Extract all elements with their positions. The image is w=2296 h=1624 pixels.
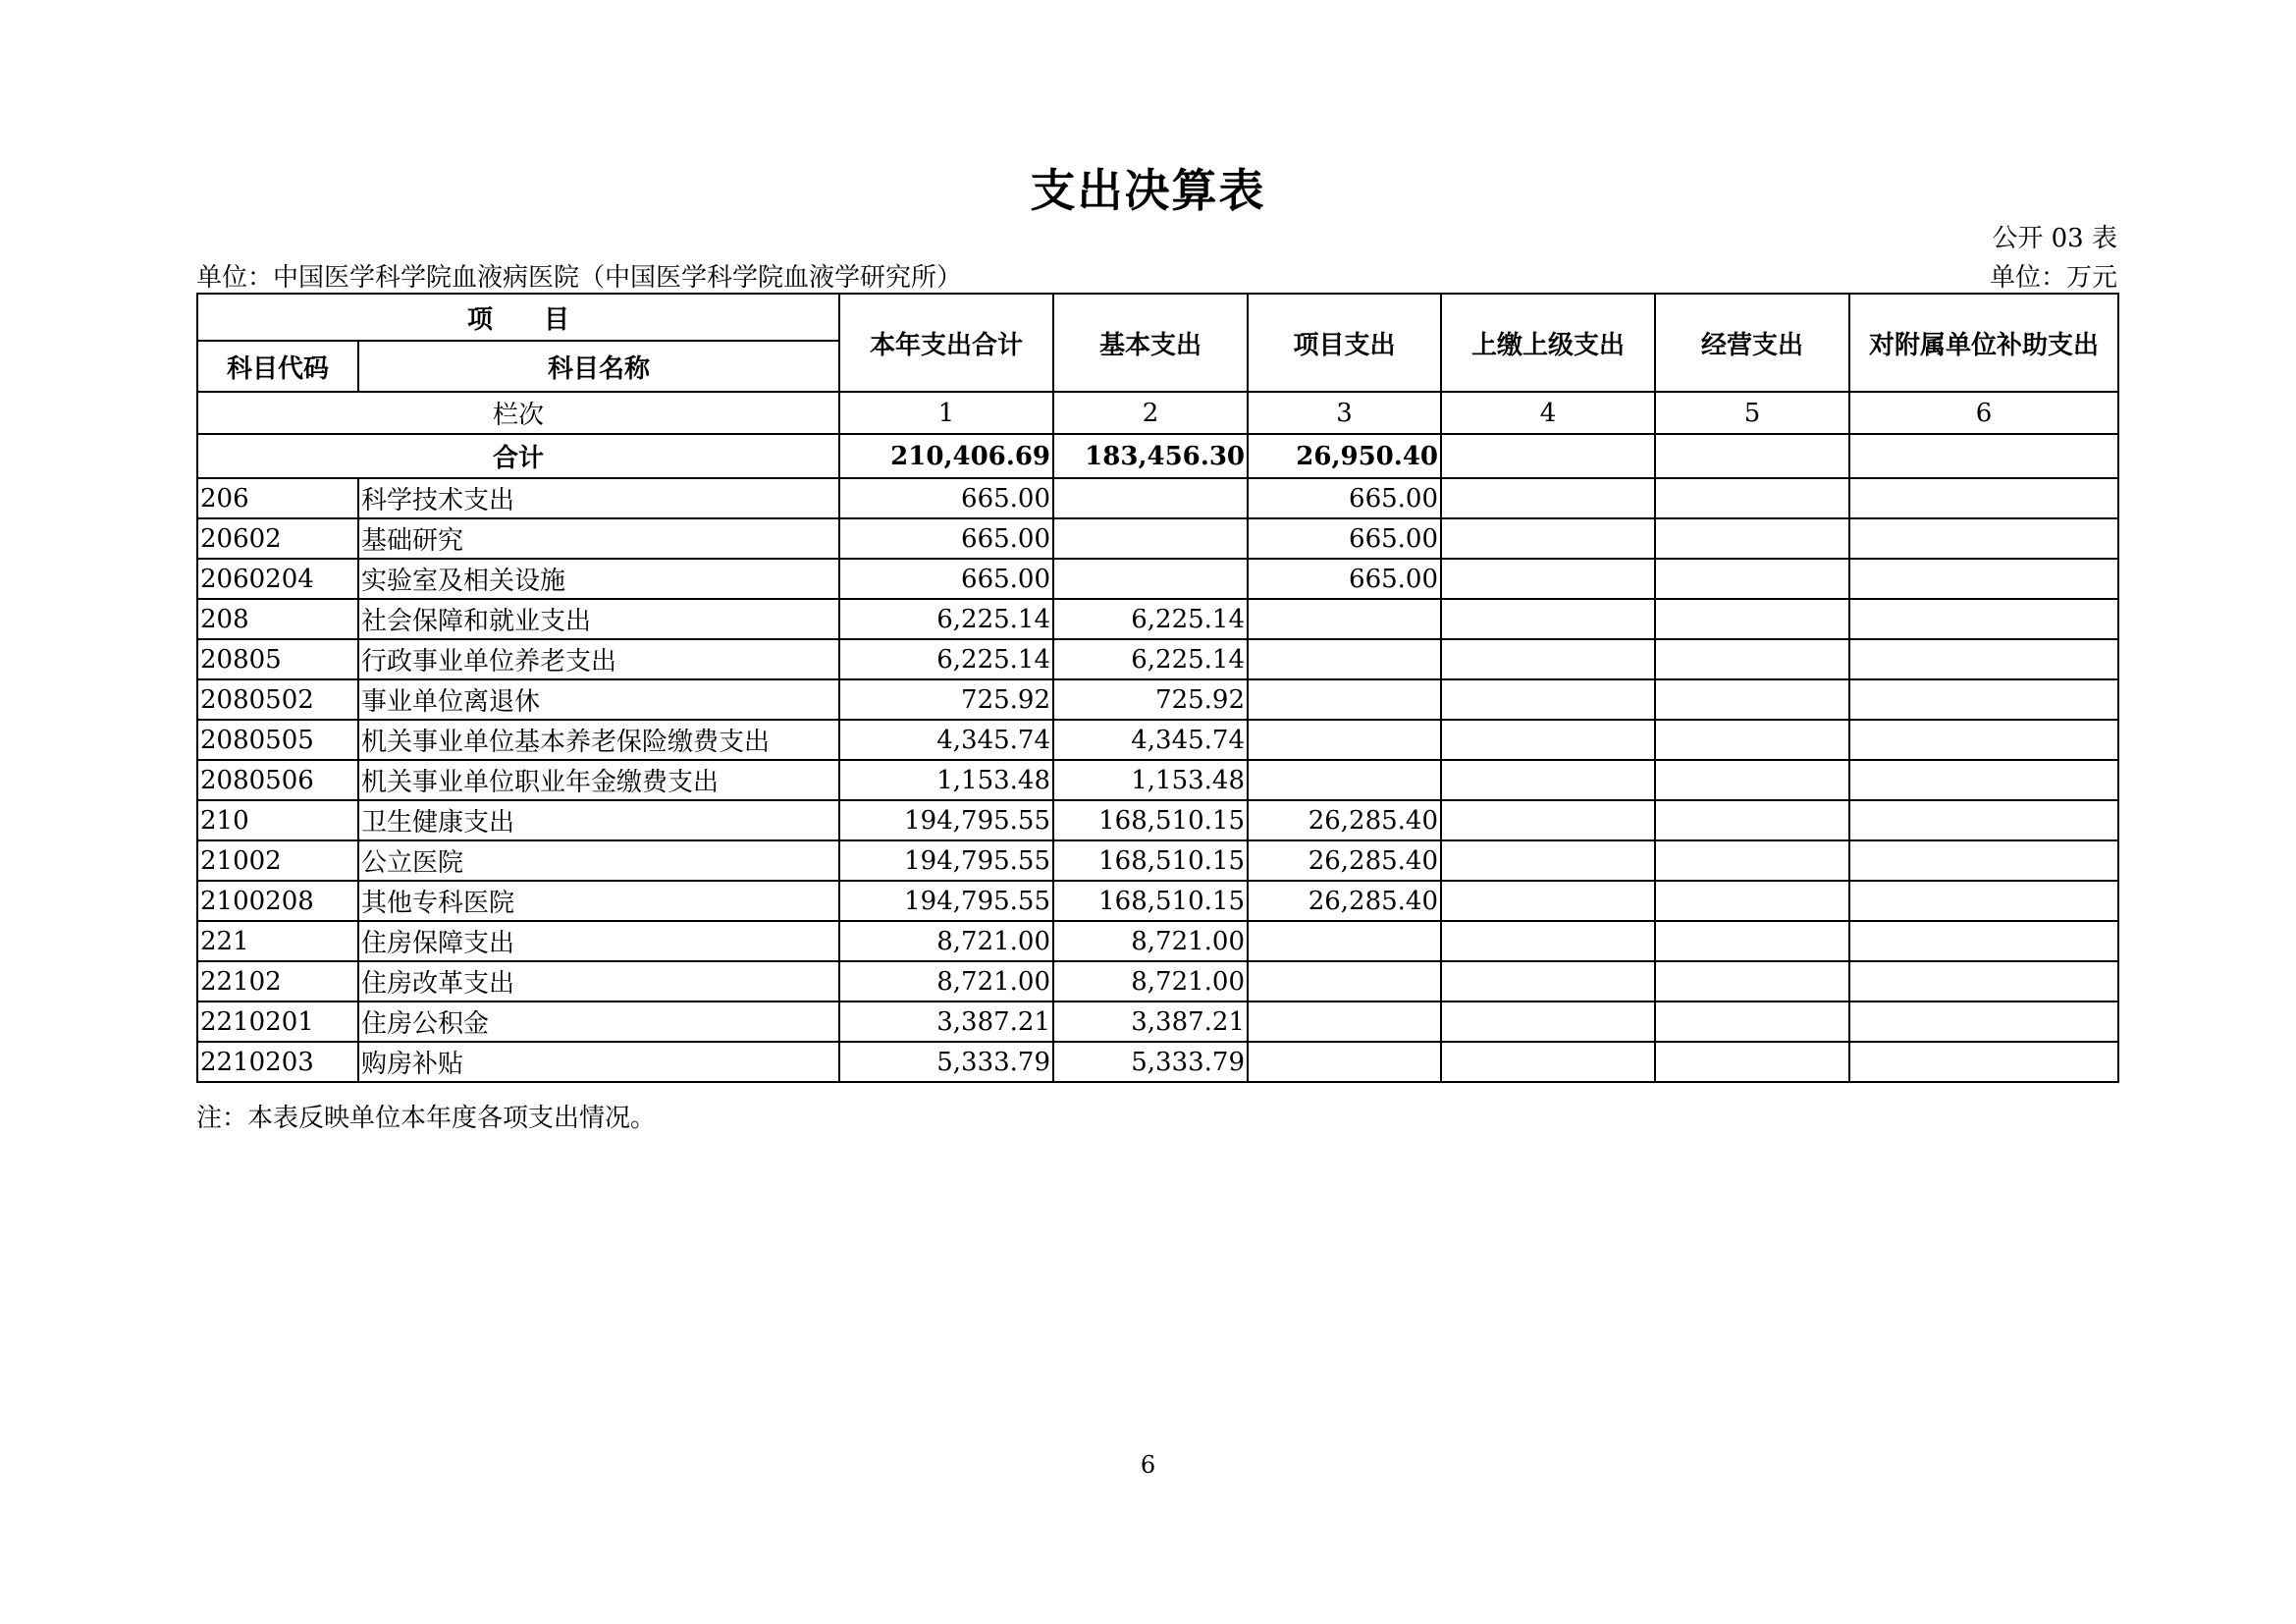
row-c3: 665.00 [1248,559,1441,599]
lanci-label: 栏次 [197,392,839,434]
lanci-n6: 6 [1849,392,2118,434]
row-c5 [1655,599,1849,639]
lanci-n3: 3 [1248,392,1441,434]
row-c4 [1441,961,1655,1001]
header-item: 项 目 [197,294,839,341]
row-c6 [1849,840,2118,881]
table-row [197,478,2118,518]
row-c5 [1655,720,1849,760]
row-c1: 6,225.14 [839,599,1053,639]
row-name: 机关事业单位基本养老保险缴费支出 [358,720,839,760]
row-c1: 8,721.00 [839,921,1053,961]
row-c4 [1441,478,1655,518]
row-c5 [1655,961,1849,1001]
row-code: 2100208 [197,881,358,921]
total-row [197,434,2118,478]
row-c1: 194,795.55 [839,881,1053,921]
row-name: 其他专科医院 [358,881,839,921]
row-c1: 665.00 [839,478,1053,518]
table-body [197,392,2118,1082]
row-code: 221 [197,921,358,961]
lanci-n5: 5 [1655,392,1849,434]
row-c4 [1441,1001,1655,1042]
header-col5: 经营支出 [1655,294,1849,392]
total-label: 合计 [197,434,839,478]
row-name: 机关事业单位职业年金缴费支出 [358,760,839,800]
page-title: 支出决算表 [1030,164,1266,217]
row-c6 [1849,1001,2118,1042]
row-c2: 6,225.14 [1053,639,1248,679]
row-c6 [1849,518,2118,559]
total-c3: 26,950.40 [1248,434,1441,478]
header-col3: 项目支出 [1248,294,1441,392]
row-c4 [1441,599,1655,639]
currency-label: 单位：万元 [1989,263,2117,293]
row-code: 210 [197,800,358,840]
row-c6 [1849,1042,2118,1082]
row-c3: 26,285.40 [1248,800,1441,840]
row-c6 [1849,921,2118,961]
header-name: 科目名称 [358,341,839,392]
row-c3 [1248,1001,1441,1042]
row-c5 [1655,518,1849,559]
row-c6 [1849,639,2118,679]
row-c1: 665.00 [839,518,1053,559]
table-row [197,679,2118,720]
row-name: 住房公积金 [358,1001,839,1042]
row-c6 [1849,559,2118,599]
table-row [197,1042,2118,1082]
row-c3 [1248,760,1441,800]
table-row [197,800,2118,840]
row-c2: 4,345.74 [1053,720,1248,760]
form-number: 公开 03 表 [1992,224,2117,253]
table-row [197,518,2118,559]
header-row-1 [197,294,2118,341]
row-c5 [1655,921,1849,961]
row-code: 206 [197,478,358,518]
table-row [197,639,2118,679]
table-row [197,720,2118,760]
row-name: 事业单位离退休 [358,679,839,720]
row-c3 [1248,961,1441,1001]
row-c2: 168,510.15 [1053,800,1248,840]
row-c1: 194,795.55 [839,840,1053,881]
lanci-n1: 1 [839,392,1053,434]
page-number: 6 [1140,1451,1156,1479]
row-c1: 665.00 [839,559,1053,599]
total-c4 [1441,434,1655,478]
row-c4 [1441,720,1655,760]
row-c5 [1655,881,1849,921]
row-c3: 665.00 [1248,518,1441,559]
row-c1: 1,153.48 [839,760,1053,800]
row-name: 行政事业单位养老支出 [358,639,839,679]
total-c5 [1655,434,1849,478]
row-c1: 5,333.79 [839,1042,1053,1082]
row-c5 [1655,760,1849,800]
row-code: 2060204 [197,559,358,599]
lanci-row [197,392,2118,434]
row-c3 [1248,921,1441,961]
row-c4 [1441,559,1655,599]
row-c5 [1655,559,1849,599]
row-c4 [1441,639,1655,679]
row-c4 [1441,679,1655,720]
row-c6 [1849,961,2118,1001]
row-c2: 8,721.00 [1053,921,1248,961]
row-c2: 5,333.79 [1053,1042,1248,1082]
row-c5 [1655,679,1849,720]
row-c2 [1053,559,1248,599]
row-name: 实验室及相关设施 [358,559,839,599]
row-c4 [1441,760,1655,800]
row-c1: 6,225.14 [839,639,1053,679]
row-c4 [1441,800,1655,840]
row-c4 [1441,518,1655,559]
row-c1: 194,795.55 [839,800,1053,840]
row-c2 [1053,518,1248,559]
row-name: 社会保障和就业支出 [358,599,839,639]
row-c2 [1053,478,1248,518]
expenditure-table [196,293,2119,1083]
unit-label: 单位：中国医学科学院血液病医院（中国医学科学院血液学研究所） [196,263,963,293]
row-code: 22102 [197,961,358,1001]
row-c3 [1248,720,1441,760]
row-c5 [1655,639,1849,679]
row-name: 住房保障支出 [358,921,839,961]
row-code: 2080502 [197,679,358,720]
row-c5 [1655,800,1849,840]
table-row [197,559,2118,599]
row-c4 [1441,1042,1655,1082]
row-c3: 26,285.40 [1248,881,1441,921]
table-row [197,1001,2118,1042]
table-row [197,961,2118,1001]
row-c1: 725.92 [839,679,1053,720]
row-code: 20602 [197,518,358,559]
lanci-n4: 4 [1441,392,1655,434]
row-name: 科学技术支出 [358,478,839,518]
row-name: 住房改革支出 [358,961,839,1001]
row-c1: 8,721.00 [839,961,1053,1001]
row-code: 2080505 [197,720,358,760]
row-c5 [1655,1042,1849,1082]
row-c3: 26,285.40 [1248,840,1441,881]
row-c2: 168,510.15 [1053,840,1248,881]
row-code: 2210203 [197,1042,358,1082]
row-c2: 1,153.48 [1053,760,1248,800]
row-code: 20805 [197,639,358,679]
unit-row [196,257,2117,294]
row-c4 [1441,881,1655,921]
row-name: 公立医院 [358,840,839,881]
row-c6 [1849,881,2118,921]
row-c2: 8,721.00 [1053,961,1248,1001]
total-c2: 183,456.30 [1053,434,1248,478]
row-c6 [1849,760,2118,800]
row-c6 [1849,599,2118,639]
row-code: 21002 [197,840,358,881]
table-note: 注：本表反映单位本年度各项支出情况。 [196,1104,657,1133]
table-row [197,760,2118,800]
table-row [197,881,2118,921]
row-c3 [1248,599,1441,639]
row-c2: 6,225.14 [1053,599,1248,639]
row-code: 208 [197,599,358,639]
lanci-n2: 2 [1053,392,1248,434]
header-col6: 对附属单位补助支出 [1849,294,2118,392]
row-code: 2080506 [197,760,358,800]
row-code: 2210201 [197,1001,358,1042]
row-c1: 3,387.21 [839,1001,1053,1042]
table-row [197,599,2118,639]
row-c3 [1248,679,1441,720]
row-c5 [1655,1001,1849,1042]
row-c6 [1849,720,2118,760]
row-c2: 725.92 [1053,679,1248,720]
row-c5 [1655,840,1849,881]
header-col2: 基本支出 [1053,294,1248,392]
row-name: 购房补贴 [358,1042,839,1082]
row-c6 [1849,679,2118,720]
row-name: 基础研究 [358,518,839,559]
total-c1: 210,406.69 [839,434,1053,478]
row-c3: 665.00 [1248,478,1441,518]
header-col4: 上缴上级支出 [1441,294,1655,392]
row-c3 [1248,639,1441,679]
row-c4 [1441,840,1655,881]
row-name: 卫生健康支出 [358,800,839,840]
row-c5 [1655,478,1849,518]
table-row [197,840,2118,881]
row-c6 [1849,800,2118,840]
row-c4 [1441,921,1655,961]
total-c6 [1849,434,2118,478]
header-col1: 本年支出合计 [839,294,1053,392]
row-c1: 4,345.74 [839,720,1053,760]
row-c3 [1248,1042,1441,1082]
table-row [197,921,2118,961]
header-code: 科目代码 [197,341,358,392]
row-c2: 168,510.15 [1053,881,1248,921]
row-c6 [1849,478,2118,518]
row-c2: 3,387.21 [1053,1001,1248,1042]
